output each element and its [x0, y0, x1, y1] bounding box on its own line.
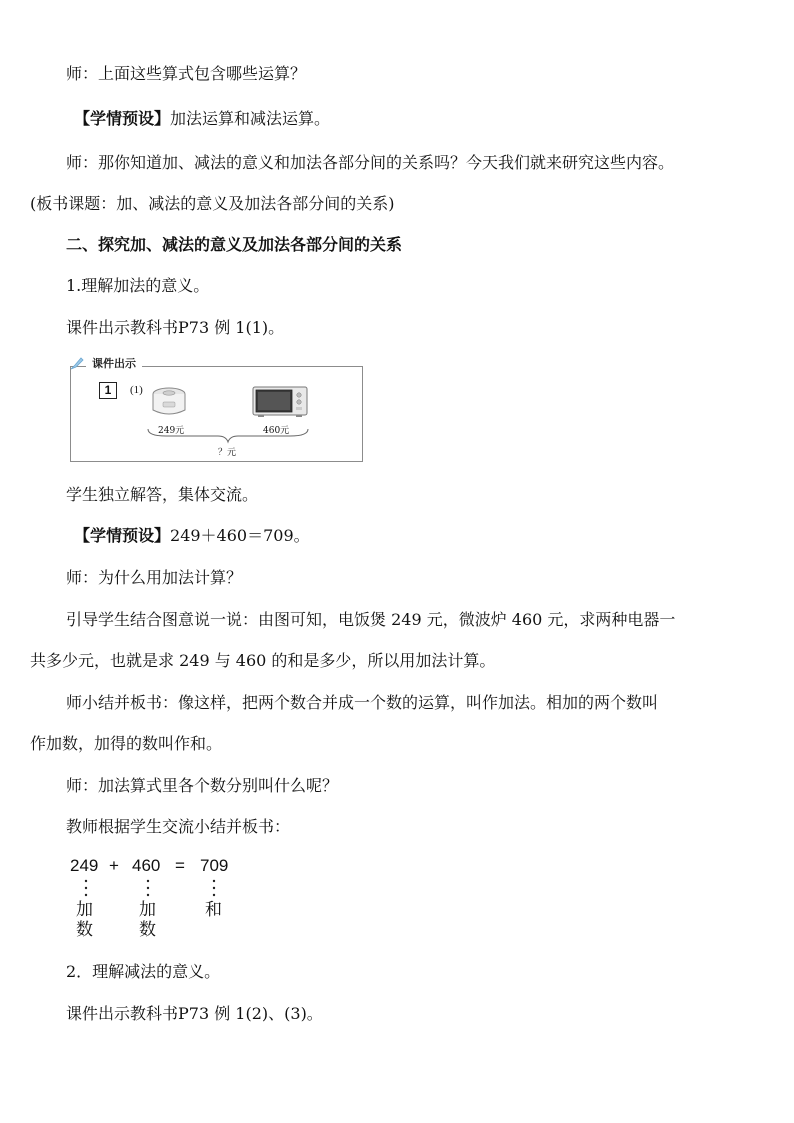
preset-tag: 【学情预设】 — [74, 526, 171, 545]
rice-cooker-icon — [150, 384, 188, 418]
subsection-1: 1.理解加法的意义。 — [66, 276, 210, 295]
preset-text: 加法运算和减法运算。 — [170, 109, 331, 128]
equals-sign: = — [175, 856, 185, 875]
total-price: ？元 — [218, 448, 237, 458]
guide-line-2: 共多少元，也就是求 249 与 460 的和是多少，所以用加法计算。 — [30, 651, 496, 670]
addend-2: 460 — [132, 856, 161, 875]
subsection-2: 2．理解减法的意义。 — [66, 962, 221, 981]
addend-label-1-bottom: 数 — [76, 920, 93, 940]
courseware-line-2: 课件出示教科书P73 例 1(2)、(3)。 — [66, 1004, 323, 1023]
teacher-line: 师：那你知道加、减法的意义和加法各部分间的关系吗？今天我们就来研究这些内容。 — [66, 153, 675, 172]
addend-1: 249 — [70, 856, 99, 875]
sum-value: 709 — [200, 856, 229, 875]
courseware-figure — [70, 366, 363, 462]
summary-line-2: 作加数，加得的数叫作和。 — [30, 734, 223, 753]
sum-brace — [146, 428, 310, 444]
addend-label-2-top: 加 — [139, 900, 156, 920]
figure-label: 课件出示 — [86, 356, 142, 372]
plus-sign: + — [109, 856, 119, 875]
example-sub: (1) — [130, 384, 143, 396]
microwave-price: 460元 — [263, 426, 290, 436]
addend-label-1-top: 加 — [76, 900, 93, 920]
addend-label-2-bottom: 数 — [139, 920, 156, 940]
summary-line-1: 师小结并板书：像这样，把两个数合并成一个数的运算，叫作加法。相加的两个数叫 — [66, 693, 659, 712]
preset-line-2 — [74, 526, 310, 546]
dotted-connector-1 — [82, 878, 90, 898]
rice-cooker-price: 249元 — [158, 426, 185, 436]
example-number: 1 — [99, 382, 117, 399]
why-addition-line: 师：为什么用加法计算？ — [66, 568, 243, 587]
board-note-line: 教师根据学生交流小结并板书： — [66, 817, 291, 836]
question-line: 师：上面这些算式包含哪些运算？ — [66, 64, 307, 83]
sum-label: 和 — [205, 900, 222, 920]
names-question-line: 师：加法算式里各个数分别叫什么呢？ — [66, 776, 339, 795]
pencil-icon — [70, 356, 84, 370]
preset-tag: 【学情预设】 — [74, 109, 171, 128]
guide-line-1: 引导学生结合图意说一说：由图可知，电饭煲 249 元，微波炉 460 元，求两种电器一 — [66, 610, 676, 629]
preset-line-1 — [74, 109, 330, 129]
microwave-icon — [252, 386, 308, 418]
courseware-line-1: 课件出示教科书P73 例 1(1)。 — [66, 318, 285, 337]
preset-equation: 249＋460＝709。 — [170, 526, 310, 545]
section-heading: 二、探究加、减法的意义及加法各部分间的关系 — [66, 235, 403, 254]
dotted-connector-3 — [210, 878, 218, 898]
board-title-line: (板书课题：加、减法的意义及加法各部分间的关系) — [30, 194, 395, 213]
dotted-connector-2 — [144, 878, 152, 898]
students-line: 学生独立解答，集体交流。 — [66, 485, 259, 504]
